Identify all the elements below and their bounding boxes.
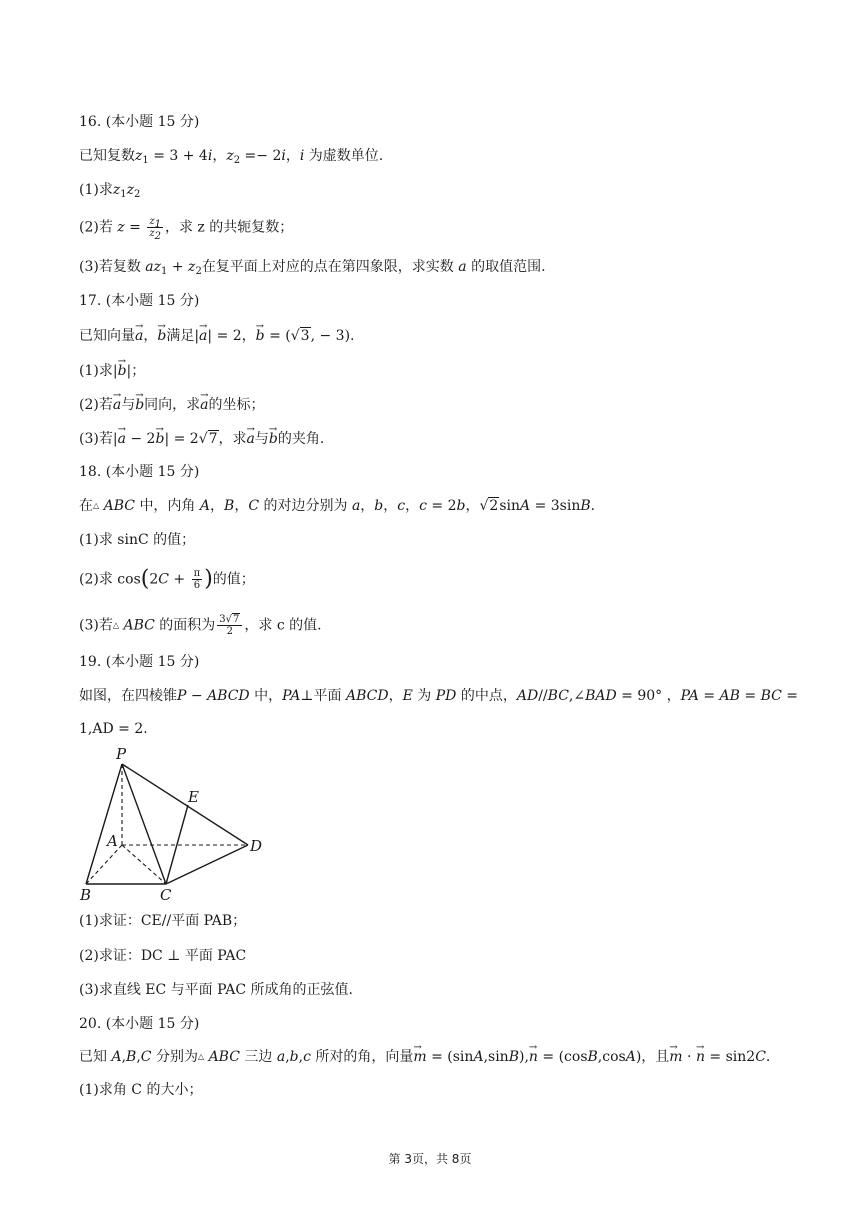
- q17-header: 17. (本小题 15 分): [79, 293, 200, 309]
- q16-stem: 已知复数$z_1 = 3 + 4i$，$z_2 =- 2i$，i 为虚数单位.: [79, 148, 384, 166]
- vertex-label-d: D: [250, 837, 263, 855]
- vertex-label-b: B: [80, 886, 92, 904]
- q19-stem-line2: 1,AD = 2.: [79, 721, 148, 737]
- q19-part2: (2)求证：DC ⊥ 平面 PAC: [79, 948, 247, 964]
- vertex-label-c: C: [160, 886, 172, 904]
- pyramid-figure: [76, 744, 276, 906]
- q18-part2: (2)求 cos(2C + $\frac{\pi}{6}$ )的值；: [79, 566, 255, 592]
- q19-stem-line1: 如图，在四棱锥P − ABCD 中，PA⊥平面 ABCD，E 为 PD 的中点，AD//BC,∠BAD = 90° ，PA = AB = BC =: [79, 688, 799, 704]
- q18-part1: (1)求 sinC 的值；: [79, 532, 196, 548]
- q18-part3: (3)若△ ABC 的面积为 $\frac{3√7}{2}$ ，求 c 的值.: [79, 614, 322, 637]
- q17-stem: 已知向量→ a，→ b满足|→ a| = 2，→ b = (√3, − 3).: [79, 326, 354, 346]
- q16-part2: (2)若 z = $\frac{z_1}{z_2}$ ，求 z 的共轭复数；: [79, 216, 294, 242]
- q16-part1: (1)求$z_1z_2$: [79, 182, 141, 200]
- q17-part2: (2)若→ a与→ b同向，求→ a的坐标；: [79, 395, 265, 415]
- q16-header: 16. (本小题 15 分): [79, 114, 200, 130]
- q18-stem: 在△ ABC 中，内角 A，B，C 的对边分别为 a，b，c，c = 2b，√2sinA = 3sinB.: [79, 498, 596, 514]
- q19-part1: (1)求证：CE//平面 PAB；: [79, 913, 247, 929]
- q16-part3: (3)若复数 $az_1 + z_2$在复平面上对应的点在第四象限，求实数 a 的取值范围.: [79, 259, 546, 277]
- q17-part3: (3)若|→ a − 2→ b| = 2√7，求→ a与→ b的夹角.: [79, 429, 324, 449]
- page-footer: 第 3页，共 8页: [388, 1152, 472, 1166]
- q19-header: 19. (本小题 15 分): [79, 654, 200, 670]
- vertex-label-p: P: [116, 745, 127, 763]
- vertex-label-e: E: [188, 788, 199, 806]
- q20-part1: (1)求角 C 的大小；: [79, 1082, 203, 1098]
- vertex-label-a: A: [107, 832, 118, 850]
- q19-part3: (3)求直线 EC 与平面 PAC 所成角的正弦值.: [79, 982, 353, 998]
- q17-part1: (1)求|→ b|；: [79, 361, 145, 381]
- q20-header: 20. (本小题 15 分): [79, 1016, 200, 1032]
- q20-stem: 已知 A,B,C 分别为△ ABC 三边 a,b,c 所对的角，向量→ m = (sinA,sinB),→ n = (cosB,cosA)，且→ m · → n = sin2C.: [79, 1047, 770, 1067]
- q18-header: 18. (本小题 15 分): [79, 464, 200, 480]
